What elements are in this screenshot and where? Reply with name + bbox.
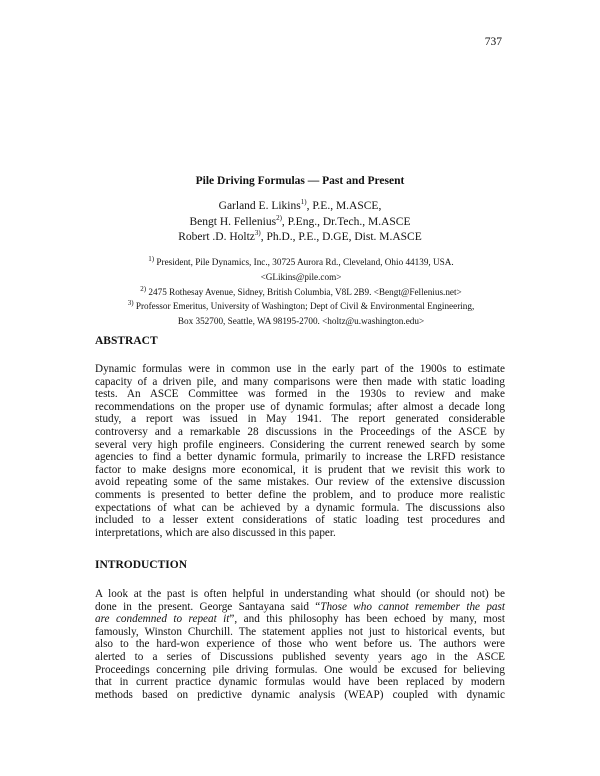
text-line: factor to make designs more economical, it is prudent that we revisit this work to [95, 463, 505, 476]
text-line: that in current practice dynamic formulas would have been replaced by modern [95, 676, 505, 689]
affiliation: $^{1)}$ President, Pile Dynamics, Inc., 30725 Aurora Rd., Cleveland, Ohio 44139, USA. [148, 254, 454, 267]
text-line: tests. An ASCE Committee was formed in the 1930s to review and make [95, 388, 505, 401]
text-line: study, a report was issued in May 1941. The report generated considerable [95, 413, 505, 426]
abstract-heading: ABSTRACT [95, 335, 158, 347]
introduction-heading: INTRODUCTION [95, 559, 188, 571]
paper-title: Pile Driving Formulas — Past and Present [195, 175, 405, 187]
text-line: Dynamic formulas were in common use in the early part of the 1900s to estimate [95, 363, 505, 375]
text-line: several very high profile engineers. Considering the current renewed search by some [95, 438, 505, 451]
text-line: avoid repeating some of the same mistakes. Our review of the extensive discussion [95, 476, 505, 489]
text-line: also to the hard-won experience of those who went before us. The authors were [95, 638, 505, 651]
author-line: Bengt H. Fellenius$^{2)}$, P.Eng., Dr.Tech., M.ASCE [189, 213, 411, 228]
text-line: expectations of what can be achieved by a dynamic formula. The discussions also [95, 501, 505, 514]
text-line: controversy and a remarkable 28 discussions in the Proceedings of the ASCE by [95, 425, 505, 438]
affiliation-list [95, 255, 507, 329]
text-line: methods based on predictive dynamic analysis (WEAP) coupled with dynamic [95, 688, 505, 701]
text-line: Proceedings concerning pile driving formulas. One would be excused for believing [95, 663, 505, 676]
introduction-body [95, 588, 505, 701]
text-line: recommendations on the proper use of dynamic formulas; after almost a decade long [95, 400, 505, 413]
author-list [0, 199, 600, 246]
text-line: agencies to find a better dynamic formula, primarily to increase the LRFD resistance [95, 451, 505, 464]
author-line: Garland E. Likins$^{1)}$, P.E., M.ASCE, [218, 198, 382, 212]
author-line: Robert .D. Holtz$^{3)}$, Ph.D., P.E., D.GE, Dist. M.ASCE [178, 229, 422, 243]
text-line: comments is presented to better define the problem, and to produce more realistic [95, 488, 505, 501]
text-line: included to a lesser extent considerations of static loading test procedures and [95, 514, 505, 527]
affiliation-address: Box 352700, Seattle, WA 98195-2700. <holtz@u.washington.edu> [177, 316, 425, 327]
affiliation-email: <GLikins@pile.com> [260, 271, 342, 282]
affiliation: $^{2)}$ 2475 Rothesay Avenue, Sidney, British Columbia, V8L 2B9. <Bengt@Fellenius.net> [140, 284, 462, 297]
text-line: are condemned to repeat it”, and this philosophy has been echoed by many, most [95, 613, 505, 626]
affiliation: $^{3)}$ Professor Emeritus, University of Washington; Dept of Civil & Environmental Engineering, [127, 299, 475, 312]
page-number: 737 [484, 36, 502, 48]
text-line: A look at the past is often helpful in understanding what should (or should not) be [95, 588, 505, 600]
abstract-body [95, 363, 505, 539]
text-line: alerted to a series of Discussions published seventy years ago in the ASCE [95, 650, 505, 663]
text-line: interpretations, which are also discussed in this paper. [95, 526, 336, 539]
text-line: capacity of a driven pile, and many comparisons were then made with static loading [95, 375, 505, 388]
text-line: famously, Winston Churchill. The statement applies not just to historical events, but [95, 625, 505, 638]
text-line: done in the present. George Santayana said “Those who cannot remember the past [95, 600, 505, 613]
